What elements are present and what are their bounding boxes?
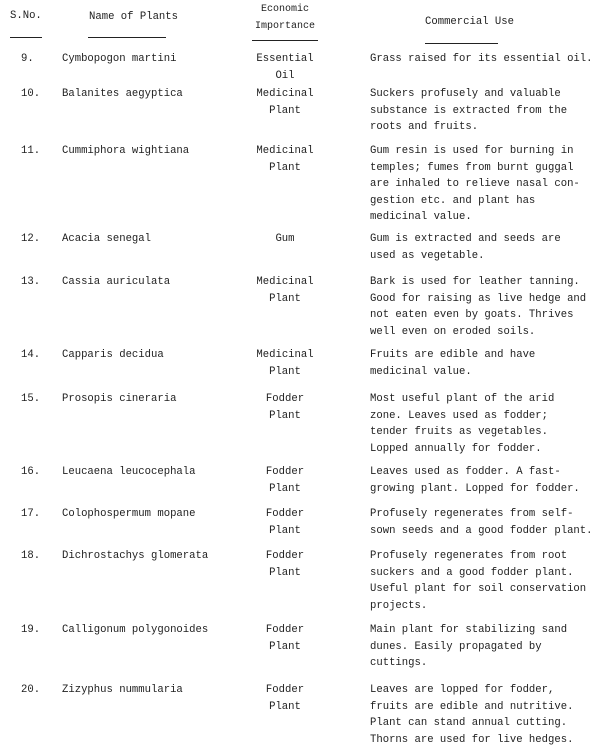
row-sno: 14. bbox=[21, 349, 41, 361]
plant-name: Cassia auriculata bbox=[62, 276, 171, 288]
header-name: Name of Plants bbox=[89, 11, 179, 23]
commercial-use: Bark is used for leather tanning. Good for raising as live hedge and not eaten even by goats. Thrives well even on eroded soils. bbox=[370, 276, 587, 338]
row-sno: 20. bbox=[21, 684, 41, 696]
row-sno: 11. bbox=[21, 145, 41, 157]
header-name-underline bbox=[88, 37, 166, 38]
economic-importance: Medicinal Plant bbox=[256, 349, 314, 378]
plant-name: Cymbopogon martini bbox=[62, 53, 177, 65]
commercial-use: Gum is extracted and seeds are used as vegetable. bbox=[370, 233, 561, 262]
economic-importance: Fodder Plant bbox=[265, 684, 305, 713]
commercial-use: Most useful plant of the arid zone. Leaves used as fodder; tender fruits as vegetables. Lopped annually for fodder. bbox=[370, 393, 555, 455]
economic-importance: Medicinal Plant bbox=[256, 88, 314, 117]
economic-importance: Medicinal Plant bbox=[256, 145, 314, 174]
row-sno: 17. bbox=[21, 508, 41, 520]
row-sno: 19. bbox=[21, 624, 41, 636]
plant-name: Leucaena leucocephala bbox=[62, 466, 196, 478]
header-use-underline bbox=[425, 43, 498, 44]
row-sno: 18. bbox=[21, 550, 41, 562]
plant-name: Acacia senegal bbox=[62, 233, 152, 245]
commercial-use: Grass raised for its essential oil. bbox=[370, 53, 593, 65]
header-sno-underline bbox=[10, 37, 42, 38]
plant-name: Calligonum polygonoides bbox=[62, 624, 209, 636]
commercial-use: Gum resin is used for burning in temples; fumes from burnt guggal are inhaled to relieve nasal con- gestion etc. and plant has medicinal value. bbox=[370, 145, 580, 223]
economic-importance: Gum bbox=[275, 233, 295, 245]
commercial-use: Leaves used as fodder. A fast- growing plant. Lopped for fodder. bbox=[370, 466, 580, 495]
commercial-use: Profusely regenerates from self- sown seeds and a good fodder plant. bbox=[370, 508, 593, 537]
economic-importance: Fodder Plant bbox=[265, 466, 305, 495]
economic-importance: Fodder Plant bbox=[265, 550, 305, 579]
plant-name: Dichrostachys glomerata bbox=[62, 550, 209, 562]
row-sno: 12. bbox=[21, 233, 41, 245]
plant-name: Colophospermum mopane bbox=[62, 508, 196, 520]
economic-importance: Fodder Plant bbox=[265, 393, 305, 422]
header-importance-underline bbox=[252, 40, 318, 41]
commercial-use: Main plant for stabilizing sand dunes. Easily propagated by cuttings. bbox=[370, 624, 568, 669]
plant-name: Balanites aegyptica bbox=[62, 88, 183, 100]
plant-name: Cummiphora wightiana bbox=[62, 145, 190, 157]
economic-importance: Essential Oil bbox=[256, 53, 314, 82]
economic-importance: Fodder Plant bbox=[265, 508, 305, 537]
commercial-use: Fruits are edible and have medicinal value. bbox=[370, 349, 536, 378]
row-sno: 10. bbox=[21, 88, 41, 100]
commercial-use: Suckers profusely and valuable substance is extracted from the roots and fruits. bbox=[370, 88, 568, 133]
row-sno: 9. bbox=[21, 53, 34, 65]
plant-name: Prosopis cineraria bbox=[62, 393, 177, 405]
plant-name: Zizyphus nummularia bbox=[62, 684, 183, 696]
header-sno: S.No. bbox=[10, 10, 42, 22]
commercial-use: Leaves are lopped for fodder, fruits are edible and nutritive. Plant can stand annual cutting. Thorns are used for live hedges. bbox=[370, 684, 574, 746]
row-sno: 16. bbox=[21, 466, 41, 478]
commercial-use: Profusely regenerates from root suckers and a good fodder plant. Useful plant for soil conservation projects. bbox=[370, 550, 587, 612]
economic-importance: Medicinal Plant bbox=[256, 276, 314, 305]
economic-importance: Fodder Plant bbox=[265, 624, 305, 653]
header-use: Commercial Use bbox=[425, 16, 515, 28]
header-importance: Economic Importance bbox=[254, 4, 315, 32]
plant-name: Capparis decidua bbox=[62, 349, 164, 361]
row-sno: 15. bbox=[21, 393, 41, 405]
row-sno: 13. bbox=[21, 276, 41, 288]
